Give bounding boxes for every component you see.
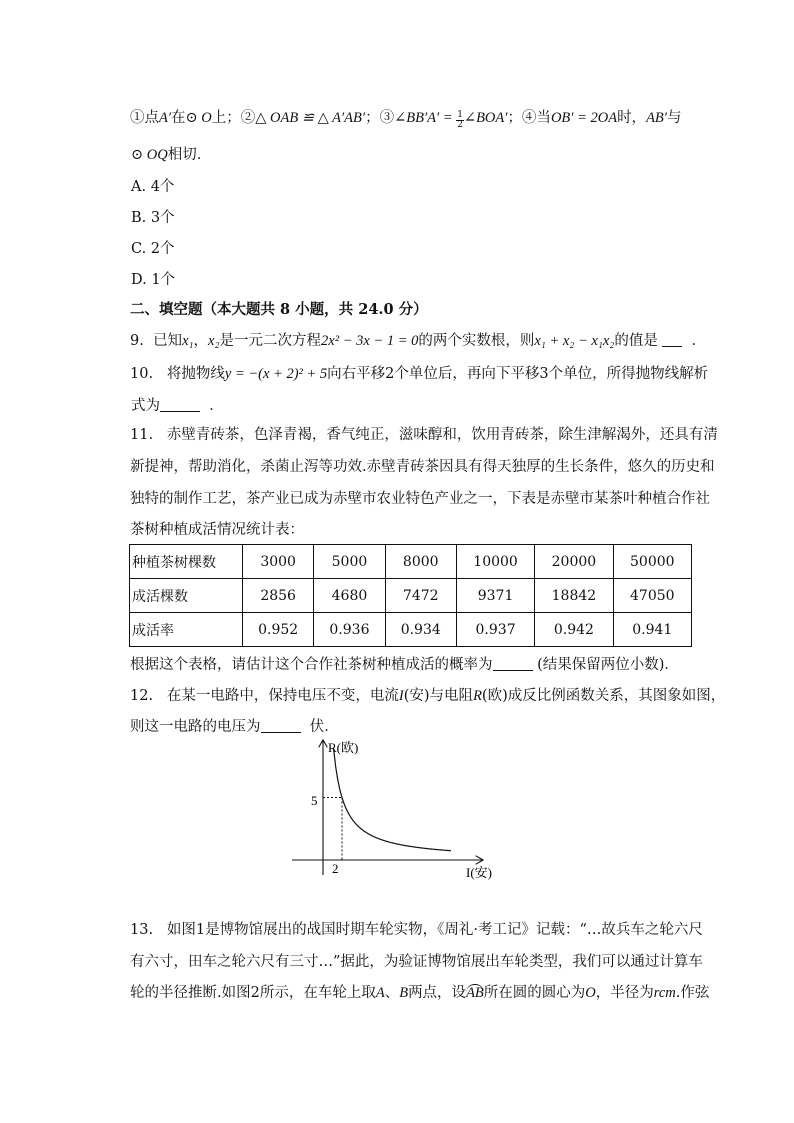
table-cell: 0.941: [613, 613, 691, 647]
table-cell: 种植茶树棵数: [130, 545, 243, 579]
answer-blank-q10[interactable]: [160, 397, 200, 412]
q8-statements-line1: ①点A′在⊙ O上；②△ OAB ≌ △ A′AB′；③∠BB′A′ = $\frac{1}{2}$ ∠BOA′；④当OB′ = 2OA时，AB′与: [130, 110, 682, 130]
table-cell: 4680: [314, 579, 385, 613]
q8-option-b[interactable]: B. 3个: [131, 210, 175, 226]
survival-statistics-table: [129, 544, 692, 647]
inverse-proportion-graph: [280, 735, 510, 885]
inverse-curve: [334, 748, 451, 850]
table-cell: 9371: [456, 579, 534, 613]
question-12-line1: 12. 在某一电路中，保持电压不变，电流I(安)与电阻R(欧)成反比例函数关系，其图象如图，: [130, 688, 726, 704]
answer-blank-q11[interactable]: [493, 656, 533, 671]
question-13-line3: 轮的半径推断.如图2所示，在车轮上取A、B两点，设AB所在圆的圆心为O，半径为rcm.作弦: [130, 985, 710, 1001]
x-axis-label: I(安): [466, 865, 492, 880]
table-cell: 47050: [613, 579, 691, 613]
x-tick-label: 2: [332, 861, 339, 876]
table-row: [130, 545, 692, 579]
q8-statements-line2: ⊙ OQ相切．: [131, 147, 212, 163]
question-11-after-table: 根据这个表格，请估计这个合作社茶树种植成活的概率为 (结果保留两位小数)．: [130, 657, 679, 673]
table-cell: 0.942: [535, 613, 613, 647]
table-cell: 3000: [243, 545, 314, 579]
question-10-line2: 式为 ．: [131, 398, 224, 414]
table-cell: 0.934: [385, 613, 456, 647]
fraction-one-half: $\frac{1}{2}$: [457, 110, 463, 130]
table-cell: 0.952: [243, 613, 314, 647]
table-cell: 0.937: [456, 613, 534, 647]
question-11-line2: 新提神，帮助消化，杀菌止泻等功效.赤壁青砖茶因具有得天独厚的生长条件，悠久的历史和: [130, 459, 715, 475]
table-cell: 成活棵数: [130, 579, 243, 613]
question-9: 9. 已知x₁，x₂是一元二次方程2x² − 3x − 1 = 0的两个实数根，则x₁ + x₂ − x₁x₂的值是 ．: [130, 333, 707, 349]
table-cell: 0.936: [314, 613, 385, 647]
table-cell: 成活率: [130, 613, 243, 647]
answer-blank-q12[interactable]: [261, 718, 301, 733]
question-12-line2: 则这一电路的电压为 伏．: [130, 719, 339, 735]
table-cell: 2856: [243, 579, 314, 613]
table-cell: 50000: [613, 545, 691, 579]
answer-blank-q9[interactable]: [662, 332, 682, 347]
q8-option-c[interactable]: C. 2个: [131, 241, 175, 257]
table-cell: 10000: [456, 545, 534, 579]
table-row: [130, 579, 692, 613]
q8-option-a[interactable]: A. 4个: [131, 179, 175, 195]
question-11-line4: 茶树种植成活情况统计表：: [130, 522, 304, 538]
table-cell: 8000: [385, 545, 456, 579]
y-tick-label: 5: [311, 793, 318, 808]
question-13-line1: 13. 如图1是博物馆展出的战国时期车轮实物，《周礼·考工记》记载：“…故兵车之轮六尺: [130, 922, 703, 938]
table-cell: 7472: [385, 579, 456, 613]
q8-option-d[interactable]: D. 1个: [131, 272, 176, 288]
question-10-line1: 10. 将抛物线y = −(x + 2)² + 5向右平移2个单位后，再向下平移3个单位，所得抛物线解析: [130, 366, 709, 382]
y-axis-label: R(欧): [328, 740, 359, 755]
question-11-line3: 独特的制作工艺，茶产业已成为赤壁市农业特色产业之一，下表是赤壁市某茶叶种植合作社: [130, 491, 710, 507]
table-cell: 18842: [535, 579, 613, 613]
section-heading-fill-in: 二、填空题（本大题共 8 小题，共 24.0 分）: [130, 301, 428, 318]
arc-ab: AB: [466, 985, 484, 1001]
question-13-line2: 有六寸，田车之轮六尺有三寸…”据此，为验证博物馆展出车轮类型，我们可以通过计算车: [130, 954, 703, 970]
table-row: [130, 613, 692, 647]
question-11-line1: 11. 赤壁青砖茶，色泽青褐，香气纯正，滋味醇和，饮用青砖茶，除生津解渴外，还具有清: [130, 427, 718, 443]
table-cell: 20000: [535, 545, 613, 579]
table-cell: 5000: [314, 545, 385, 579]
